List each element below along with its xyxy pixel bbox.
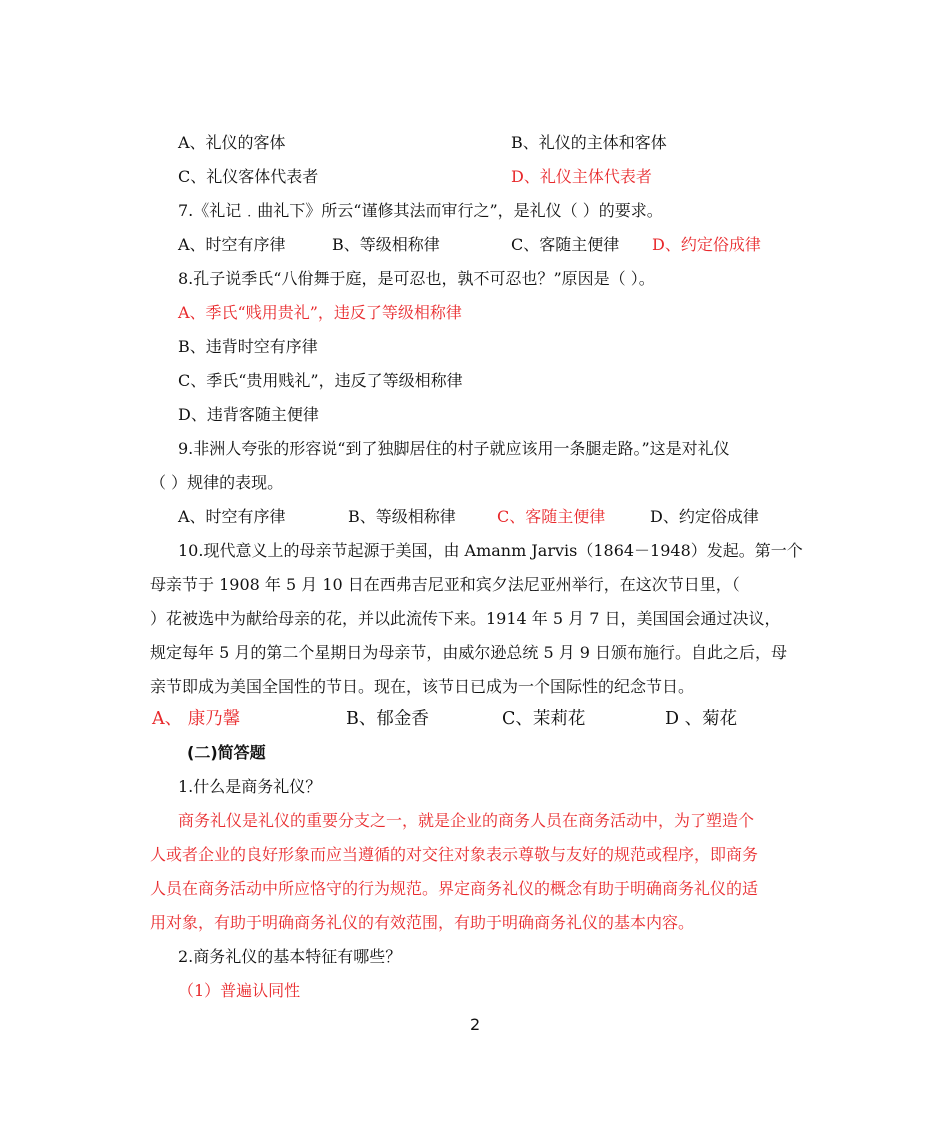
q6-option-a: A、礼仪的客体 xyxy=(178,133,286,152)
sa-answer-1-line1: 商务礼仪是礼仪的重要分支之一，就是企业的商务人员在商务活动中，为了塑造个 xyxy=(178,811,755,830)
q8-option-a-answer: A、季氏“贱用贵礼”，违反了等级相称律 xyxy=(178,303,462,322)
sa-answer-1-line2: 人或者企业的良好形象而应当遵循的对交往对象表示尊敬与友好的规范或程序，即商务 xyxy=(150,845,759,864)
q8-option-c: C、季氏“贵用贱礼”，违反了等级相称律 xyxy=(178,371,463,390)
q6-option-d-answer: D、礼仪主体代表者 xyxy=(511,167,652,186)
q7-question: 7.《礼记﹒曲礼下》所云“谨修其法而审行之”，是礼仪（ ）的要求。 xyxy=(178,201,663,220)
q7-option-a: A、时空有序律 xyxy=(178,235,286,254)
q8-option-d: D、违背客随主便律 xyxy=(178,405,319,424)
sa-answer-1-line4: 用对象，有助于明确商务礼仪的有效范围，有助于明确商务礼仪的基本内容。 xyxy=(150,913,695,932)
q10-question-line3: ）花被选中为献给母亲的花，并以此流传下来。1914 年 5 月 7 日，美国国会通过决议， xyxy=(150,609,781,628)
q7-option-c: C、客随主便律 xyxy=(511,235,620,254)
q8-option-b: B、违背时空有序律 xyxy=(178,337,318,356)
q9-question-line1: 9.非洲人夸张的形容说“到了独脚居住的村子就应该用一条腿走路。”这是对礼仪 xyxy=(178,439,730,458)
q6-option-b: B、礼仪的主体和客体 xyxy=(511,133,667,152)
q6-option-c: C、礼仪客体代表者 xyxy=(178,167,319,186)
q9-option-a: A、时空有序律 xyxy=(178,507,286,526)
q10-option-a-answer: A、 康乃馨 xyxy=(152,709,241,729)
q9-option-c-answer: C、客随主便律 xyxy=(497,507,606,526)
q7-option-d-answer: D、约定俗成律 xyxy=(652,235,761,254)
q10-question-line1: 10.现代意义上的母亲节起源于美国，由 Amanm Jarvis（1864－1948）发起。第一个 xyxy=(178,541,803,560)
q9-question-line2: （ ）规律的表现。 xyxy=(150,473,284,492)
q10-option-b: B、郁金香 xyxy=(346,709,429,729)
q9-option-d: D、约定俗成律 xyxy=(650,507,759,526)
q10-question-line5: 亲节即成为美国全国性的节日。现在，该节日已成为一个国际性的纪念节日。 xyxy=(150,677,695,696)
section-title: (二)简答题 xyxy=(187,743,266,762)
sa-question-2: 2.商务礼仪的基本特征有哪些？ xyxy=(178,947,402,966)
sa-question-1: 1.什么是商务礼仪？ xyxy=(178,777,322,796)
sa-answer-2-item1: （1）普遍认同性 xyxy=(178,981,301,1000)
q10-question-line4: 规定每年 5 月的第二个星期日为母亲节，由威尔逊总统 5 月 9 日颁布施行。自此之后，母 xyxy=(150,643,788,662)
q7-option-b: B、等级相称律 xyxy=(332,235,440,254)
q8-question: 8.孔子说季氏“八佾舞于庭，是可忍也，孰不可忍也？”原因是（ ）。 xyxy=(178,269,655,288)
page-number: 2 xyxy=(470,1015,481,1034)
q9-option-b: B、等级相称律 xyxy=(348,507,456,526)
sa-answer-1-line3: 人员在商务活动中所应恪守的行为规范。界定商务礼仪的概念有助于明确商务礼仪的适 xyxy=(150,879,759,898)
q10-option-c: C、茉莉花 xyxy=(502,709,586,729)
q10-question-line2: 母亲节于 1908 年 5 月 10 日在西弗吉尼亚和宾夕法尼亚州举行，在这次节日里，（ xyxy=(150,575,740,594)
q10-option-d: D 、菊花 xyxy=(665,709,738,729)
